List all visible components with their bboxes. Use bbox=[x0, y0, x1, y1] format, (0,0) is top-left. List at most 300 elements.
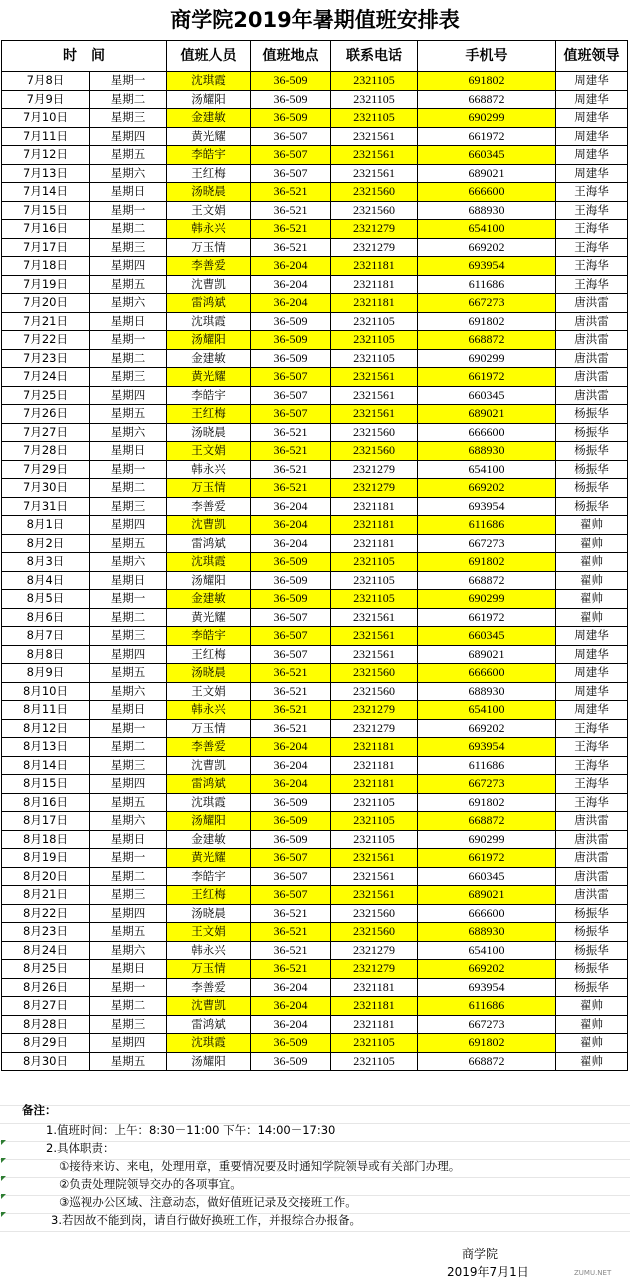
cell-comment-marker-icon bbox=[1, 1176, 6, 1181]
cell-person: 沈琪霞 bbox=[167, 312, 251, 331]
cell-date: 7月30日 bbox=[2, 479, 90, 498]
cell-weekday: 星期三 bbox=[90, 627, 167, 646]
cell-leader: 杨振华 bbox=[556, 497, 628, 516]
cell-leader: 周建华 bbox=[556, 645, 628, 664]
cell-person: 汤耀阳 bbox=[167, 571, 251, 590]
cell-phone: 2321561 bbox=[331, 127, 418, 146]
cell-date: 8月23日 bbox=[2, 923, 90, 942]
cell-phone: 2321105 bbox=[331, 571, 418, 590]
cell-leader: 杨振华 bbox=[556, 460, 628, 479]
cell-phone: 2321561 bbox=[331, 164, 418, 183]
cell-leader: 王海华 bbox=[556, 793, 628, 812]
cell-person: 汤晓晨 bbox=[167, 664, 251, 683]
table-row bbox=[2, 405, 628, 424]
cell-mobile: 688930 bbox=[418, 201, 556, 220]
cell-weekday: 星期六 bbox=[90, 682, 167, 701]
cell-mobile: 654100 bbox=[418, 220, 556, 239]
cell-weekday: 星期三 bbox=[90, 368, 167, 387]
cell-weekday: 星期五 bbox=[90, 1052, 167, 1071]
cell-room: 36-521 bbox=[251, 664, 331, 683]
cell-phone: 2321560 bbox=[331, 442, 418, 461]
cell-phone: 2321560 bbox=[331, 201, 418, 220]
cell-room: 36-509 bbox=[251, 812, 331, 831]
cell-phone: 2321181 bbox=[331, 775, 418, 794]
cell-person: 沈曹凯 bbox=[167, 516, 251, 535]
cell-person: 李皓宇 bbox=[167, 386, 251, 405]
cell-weekday: 星期六 bbox=[90, 941, 167, 960]
cell-weekday: 星期一 bbox=[90, 201, 167, 220]
cell-weekday: 星期日 bbox=[90, 442, 167, 461]
table-row bbox=[2, 590, 628, 609]
cell-person: 韩永兴 bbox=[167, 701, 251, 720]
cell-phone: 2321105 bbox=[331, 349, 418, 368]
cell-phone: 2321561 bbox=[331, 368, 418, 387]
cell-leader: 翟帅 bbox=[556, 590, 628, 609]
cell-leader: 翟帅 bbox=[556, 1052, 628, 1071]
table-row bbox=[2, 1034, 628, 1053]
header-phone: 联系电话 bbox=[331, 41, 418, 72]
cell-date: 7月17日 bbox=[2, 238, 90, 257]
cell-weekday: 星期三 bbox=[90, 109, 167, 128]
cell-comment-marker-icon bbox=[1, 1140, 6, 1145]
cell-room: 36-507 bbox=[251, 164, 331, 183]
cell-room: 36-521 bbox=[251, 183, 331, 202]
cell-weekday: 星期六 bbox=[90, 294, 167, 313]
cell-weekday: 星期五 bbox=[90, 534, 167, 553]
cell-date: 8月9日 bbox=[2, 664, 90, 683]
table-row bbox=[2, 756, 628, 775]
cell-leader: 周建华 bbox=[556, 664, 628, 683]
cell-phone: 2321279 bbox=[331, 220, 418, 239]
cell-weekday: 星期六 bbox=[90, 423, 167, 442]
cell-weekday: 星期四 bbox=[90, 645, 167, 664]
cell-phone: 2321279 bbox=[331, 960, 418, 979]
cell-weekday: 星期一 bbox=[90, 719, 167, 738]
cell-room: 36-509 bbox=[251, 1034, 331, 1053]
table-row bbox=[2, 294, 628, 313]
cell-room: 36-204 bbox=[251, 997, 331, 1016]
table-row bbox=[2, 238, 628, 257]
cell-weekday: 星期四 bbox=[90, 904, 167, 923]
cell-person: 王红梅 bbox=[167, 886, 251, 905]
cell-mobile: 661972 bbox=[418, 608, 556, 627]
cell-leader: 唐洪雷 bbox=[556, 331, 628, 350]
cell-person: 汤耀阳 bbox=[167, 812, 251, 831]
cell-leader: 王海华 bbox=[556, 738, 628, 757]
cell-weekday: 星期一 bbox=[90, 331, 167, 350]
cell-weekday: 星期日 bbox=[90, 571, 167, 590]
table-row bbox=[2, 127, 628, 146]
cell-person: 韩永兴 bbox=[167, 220, 251, 239]
cell-leader: 周建华 bbox=[556, 682, 628, 701]
table-row bbox=[2, 479, 628, 498]
cell-date: 7月31日 bbox=[2, 497, 90, 516]
cell-room: 36-204 bbox=[251, 978, 331, 997]
table-row bbox=[2, 738, 628, 757]
cell-leader: 杨振华 bbox=[556, 442, 628, 461]
cell-date: 8月19日 bbox=[2, 849, 90, 868]
cell-date: 7月15日 bbox=[2, 201, 90, 220]
table-row bbox=[2, 109, 628, 128]
cell-date: 8月10日 bbox=[2, 682, 90, 701]
cell-person: 沈琪霞 bbox=[167, 72, 251, 91]
cell-phone: 2321561 bbox=[331, 146, 418, 165]
cell-person: 沈曹凯 bbox=[167, 997, 251, 1016]
cell-room: 36-507 bbox=[251, 608, 331, 627]
table-row bbox=[2, 331, 628, 350]
cell-room: 36-521 bbox=[251, 960, 331, 979]
cell-person: 汤耀阳 bbox=[167, 1052, 251, 1071]
cell-mobile: 691802 bbox=[418, 793, 556, 812]
cell-phone: 2321560 bbox=[331, 923, 418, 942]
table-row bbox=[2, 645, 628, 664]
cell-weekday: 星期日 bbox=[90, 960, 167, 979]
cell-phone: 2321560 bbox=[331, 664, 418, 683]
cell-phone: 2321181 bbox=[331, 497, 418, 516]
cell-leader: 王海华 bbox=[556, 238, 628, 257]
cell-weekday: 星期二 bbox=[90, 90, 167, 109]
cell-phone: 2321561 bbox=[331, 627, 418, 646]
signature-date: 2019年7月1日 bbox=[447, 1265, 529, 1279]
cell-phone: 2321181 bbox=[331, 534, 418, 553]
header-leader: 值班领导 bbox=[556, 41, 628, 72]
cell-date: 8月4日 bbox=[2, 571, 90, 590]
cell-mobile: 669202 bbox=[418, 479, 556, 498]
cell-room: 36-204 bbox=[251, 534, 331, 553]
cell-person: 韩永兴 bbox=[167, 941, 251, 960]
cell-weekday: 星期五 bbox=[90, 923, 167, 942]
cell-leader: 杨振华 bbox=[556, 941, 628, 960]
cell-person: 雷鸿斌 bbox=[167, 294, 251, 313]
table-row bbox=[2, 608, 628, 627]
cell-weekday: 星期二 bbox=[90, 479, 167, 498]
cell-person: 李皓宇 bbox=[167, 146, 251, 165]
cell-room: 36-204 bbox=[251, 775, 331, 794]
table-row bbox=[2, 534, 628, 553]
cell-person: 万玉情 bbox=[167, 479, 251, 498]
table-row bbox=[2, 90, 628, 109]
cell-date: 7月20日 bbox=[2, 294, 90, 313]
cell-room: 36-521 bbox=[251, 220, 331, 239]
cell-room: 36-509 bbox=[251, 312, 331, 331]
cell-person: 李善爱 bbox=[167, 257, 251, 276]
cell-date: 7月21日 bbox=[2, 312, 90, 331]
cell-leader: 王海华 bbox=[556, 257, 628, 276]
table-row bbox=[2, 146, 628, 165]
table-row bbox=[2, 849, 628, 868]
header-room: 值班地点 bbox=[251, 41, 331, 72]
cell-mobile: 693954 bbox=[418, 978, 556, 997]
cell-room: 36-509 bbox=[251, 1052, 331, 1071]
cell-leader: 翟帅 bbox=[556, 553, 628, 572]
cell-room: 36-509 bbox=[251, 331, 331, 350]
notes-line: ③巡视办公区域、注意动态，做好值班记录及交接班工作。 bbox=[59, 1195, 357, 1209]
cell-phone: 2321561 bbox=[331, 405, 418, 424]
cell-person: 王文娟 bbox=[167, 682, 251, 701]
cell-leader: 杨振华 bbox=[556, 405, 628, 424]
cell-leader: 杨振华 bbox=[556, 479, 628, 498]
cell-room: 36-509 bbox=[251, 90, 331, 109]
table-row bbox=[2, 553, 628, 572]
cell-room: 36-204 bbox=[251, 257, 331, 276]
cell-mobile: 691802 bbox=[418, 553, 556, 572]
cell-leader: 翟帅 bbox=[556, 1034, 628, 1053]
table-row bbox=[2, 72, 628, 91]
cell-leader: 王海华 bbox=[556, 775, 628, 794]
cell-person: 黄光耀 bbox=[167, 368, 251, 387]
cell-leader: 唐洪雷 bbox=[556, 812, 628, 831]
cell-weekday: 星期六 bbox=[90, 553, 167, 572]
cell-phone: 2321105 bbox=[331, 553, 418, 572]
cell-person: 金建敏 bbox=[167, 109, 251, 128]
notes-line: 2.具体职责： bbox=[46, 1141, 115, 1155]
cell-leader: 翟帅 bbox=[556, 516, 628, 535]
cell-room: 36-521 bbox=[251, 682, 331, 701]
cell-leader: 王海华 bbox=[556, 201, 628, 220]
notes-line: 3.若因故不能到岗，请自行做好换班工作，并报综合办报备。 bbox=[51, 1213, 361, 1227]
cell-weekday: 星期五 bbox=[90, 405, 167, 424]
cell-phone: 2321560 bbox=[331, 423, 418, 442]
header-person: 值班人员 bbox=[167, 41, 251, 72]
cell-phone: 2321105 bbox=[331, 72, 418, 91]
table-row bbox=[2, 257, 628, 276]
cell-room: 36-509 bbox=[251, 72, 331, 91]
cell-leader: 唐洪雷 bbox=[556, 294, 628, 313]
cell-room: 36-521 bbox=[251, 941, 331, 960]
cell-weekday: 星期四 bbox=[90, 1034, 167, 1053]
cell-phone: 2321181 bbox=[331, 978, 418, 997]
cell-person: 沈琪霞 bbox=[167, 1034, 251, 1053]
table-row bbox=[2, 627, 628, 646]
cell-weekday: 星期日 bbox=[90, 183, 167, 202]
cell-weekday: 星期四 bbox=[90, 257, 167, 276]
table-row bbox=[2, 220, 628, 239]
table-row bbox=[2, 812, 628, 831]
cell-mobile: 660345 bbox=[418, 146, 556, 165]
cell-leader: 周建华 bbox=[556, 90, 628, 109]
cell-room: 36-204 bbox=[251, 497, 331, 516]
cell-person: 金建敏 bbox=[167, 830, 251, 849]
cell-room: 36-509 bbox=[251, 553, 331, 572]
table-row bbox=[2, 368, 628, 387]
cell-room: 36-507 bbox=[251, 368, 331, 387]
cell-room: 36-509 bbox=[251, 830, 331, 849]
cell-weekday: 星期三 bbox=[90, 886, 167, 905]
cell-mobile: 668872 bbox=[418, 331, 556, 350]
cell-leader: 翟帅 bbox=[556, 1015, 628, 1034]
cell-leader: 杨振华 bbox=[556, 978, 628, 997]
cell-date: 8月20日 bbox=[2, 867, 90, 886]
cell-weekday: 星期五 bbox=[90, 664, 167, 683]
cell-mobile: 661972 bbox=[418, 849, 556, 868]
cell-weekday: 星期二 bbox=[90, 220, 167, 239]
cell-date: 7月23日 bbox=[2, 349, 90, 368]
cell-phone: 2321560 bbox=[331, 904, 418, 923]
cell-date: 8月18日 bbox=[2, 830, 90, 849]
cell-leader: 翟帅 bbox=[556, 997, 628, 1016]
cell-date: 7月18日 bbox=[2, 257, 90, 276]
page-title: 商学院2019年暑期值班安排表 bbox=[170, 8, 460, 32]
cell-weekday: 星期四 bbox=[90, 516, 167, 535]
cell-date: 8月26日 bbox=[2, 978, 90, 997]
cell-room: 36-507 bbox=[251, 645, 331, 664]
table-row bbox=[2, 701, 628, 720]
cell-date: 7月25日 bbox=[2, 386, 90, 405]
cell-weekday: 星期三 bbox=[90, 756, 167, 775]
cell-mobile: 690299 bbox=[418, 590, 556, 609]
cell-date: 7月24日 bbox=[2, 368, 90, 387]
cell-leader: 翟帅 bbox=[556, 571, 628, 590]
table-row bbox=[2, 460, 628, 479]
cell-mobile: 654100 bbox=[418, 701, 556, 720]
table-row bbox=[2, 497, 628, 516]
cell-mobile: 690299 bbox=[418, 109, 556, 128]
cell-date: 7月12日 bbox=[2, 146, 90, 165]
cell-comment-marker-icon bbox=[1, 1212, 6, 1217]
cell-mobile: 668872 bbox=[418, 90, 556, 109]
cell-mobile: 667273 bbox=[418, 1015, 556, 1034]
cell-leader: 唐洪雷 bbox=[556, 312, 628, 331]
cell-person: 王文娟 bbox=[167, 923, 251, 942]
cell-weekday: 星期日 bbox=[90, 830, 167, 849]
table-row bbox=[2, 775, 628, 794]
cell-weekday: 星期六 bbox=[90, 812, 167, 831]
notes-line: ①接待来访、来电，处理用章，重要情况要及时通知学院领导或有关部门办理。 bbox=[59, 1159, 461, 1173]
cell-date: 8月24日 bbox=[2, 941, 90, 960]
cell-mobile: 689021 bbox=[418, 164, 556, 183]
cell-weekday: 星期五 bbox=[90, 793, 167, 812]
cell-room: 36-521 bbox=[251, 201, 331, 220]
cell-room: 36-521 bbox=[251, 719, 331, 738]
cell-mobile: 693954 bbox=[418, 257, 556, 276]
cell-person: 汤晓晨 bbox=[167, 904, 251, 923]
cell-leader: 周建华 bbox=[556, 127, 628, 146]
cell-room: 36-521 bbox=[251, 423, 331, 442]
cell-date: 8月5日 bbox=[2, 590, 90, 609]
cell-person: 王文娟 bbox=[167, 442, 251, 461]
cell-date: 8月25日 bbox=[2, 960, 90, 979]
table-header-row bbox=[2, 41, 628, 72]
cell-phone: 2321561 bbox=[331, 386, 418, 405]
cell-leader: 杨振华 bbox=[556, 923, 628, 942]
cell-phone: 2321279 bbox=[331, 479, 418, 498]
cell-leader: 周建华 bbox=[556, 627, 628, 646]
cell-weekday: 星期五 bbox=[90, 146, 167, 165]
cell-comment-marker-icon bbox=[1, 1194, 6, 1199]
cell-mobile: 691802 bbox=[418, 312, 556, 331]
table-row bbox=[2, 571, 628, 590]
table-row bbox=[2, 682, 628, 701]
cell-leader: 唐洪雷 bbox=[556, 886, 628, 905]
cell-phone: 2321561 bbox=[331, 645, 418, 664]
cell-date: 7月29日 bbox=[2, 460, 90, 479]
cell-date: 7月13日 bbox=[2, 164, 90, 183]
cell-mobile: 654100 bbox=[418, 460, 556, 479]
cell-weekday: 星期四 bbox=[90, 775, 167, 794]
table-row bbox=[2, 886, 628, 905]
table-row bbox=[2, 275, 628, 294]
cell-person: 王文娟 bbox=[167, 201, 251, 220]
cell-phone: 2321105 bbox=[331, 1052, 418, 1071]
cell-date: 8月13日 bbox=[2, 738, 90, 757]
cell-room: 36-204 bbox=[251, 516, 331, 535]
cell-leader: 唐洪雷 bbox=[556, 386, 628, 405]
cell-mobile: 689021 bbox=[418, 645, 556, 664]
cell-date: 7月10日 bbox=[2, 109, 90, 128]
table-row bbox=[2, 997, 628, 1016]
cell-room: 36-521 bbox=[251, 479, 331, 498]
cell-phone: 2321105 bbox=[331, 830, 418, 849]
cell-person: 万玉情 bbox=[167, 719, 251, 738]
cell-comment-marker-icon bbox=[1, 1158, 6, 1163]
notes-line: 1.值班时间：上午：8:30－11:00 下午：14:00－17:30 bbox=[46, 1123, 336, 1137]
cell-room: 36-509 bbox=[251, 571, 331, 590]
cell-room: 36-204 bbox=[251, 1015, 331, 1034]
cell-person: 雷鸿斌 bbox=[167, 775, 251, 794]
cell-person: 李皓宇 bbox=[167, 627, 251, 646]
cell-mobile: 693954 bbox=[418, 497, 556, 516]
cell-mobile: 611686 bbox=[418, 756, 556, 775]
cell-mobile: 667273 bbox=[418, 534, 556, 553]
table-row bbox=[2, 904, 628, 923]
cell-weekday: 星期一 bbox=[90, 978, 167, 997]
cell-date: 8月22日 bbox=[2, 904, 90, 923]
cell-phone: 2321181 bbox=[331, 738, 418, 757]
cell-mobile: 611686 bbox=[418, 997, 556, 1016]
cell-room: 36-204 bbox=[251, 756, 331, 775]
cell-weekday: 星期一 bbox=[90, 590, 167, 609]
cell-person: 王红梅 bbox=[167, 164, 251, 183]
cell-date: 7月28日 bbox=[2, 442, 90, 461]
cell-phone: 2321560 bbox=[331, 682, 418, 701]
cell-room: 36-507 bbox=[251, 405, 331, 424]
cell-phone: 2321105 bbox=[331, 312, 418, 331]
table-row bbox=[2, 183, 628, 202]
cell-mobile: 689021 bbox=[418, 886, 556, 905]
cell-phone: 2321279 bbox=[331, 941, 418, 960]
cell-leader: 王海华 bbox=[556, 756, 628, 775]
cell-weekday: 星期二 bbox=[90, 738, 167, 757]
cell-mobile: 669202 bbox=[418, 719, 556, 738]
table-row bbox=[2, 1015, 628, 1034]
cell-mobile: 661972 bbox=[418, 368, 556, 387]
cell-date: 8月27日 bbox=[2, 997, 90, 1016]
cell-phone: 2321181 bbox=[331, 997, 418, 1016]
cell-mobile: 666600 bbox=[418, 904, 556, 923]
cell-date: 8月15日 bbox=[2, 775, 90, 794]
cell-date: 8月12日 bbox=[2, 719, 90, 738]
cell-weekday: 星期二 bbox=[90, 867, 167, 886]
cell-phone: 2321279 bbox=[331, 719, 418, 738]
cell-leader: 王海华 bbox=[556, 183, 628, 202]
cell-leader: 王海华 bbox=[556, 719, 628, 738]
cell-date: 8月14日 bbox=[2, 756, 90, 775]
cell-weekday: 星期三 bbox=[90, 1015, 167, 1034]
cell-mobile: 654100 bbox=[418, 941, 556, 960]
cell-weekday: 星期一 bbox=[90, 460, 167, 479]
table-row bbox=[2, 442, 628, 461]
table-row bbox=[2, 793, 628, 812]
cell-phone: 2321105 bbox=[331, 590, 418, 609]
cell-date: 7月27日 bbox=[2, 423, 90, 442]
cell-weekday: 星期二 bbox=[90, 349, 167, 368]
cell-room: 36-509 bbox=[251, 109, 331, 128]
cell-phone: 2321105 bbox=[331, 331, 418, 350]
table-row bbox=[2, 201, 628, 220]
table-row bbox=[2, 960, 628, 979]
cell-leader: 周建华 bbox=[556, 72, 628, 91]
cell-phone: 2321279 bbox=[331, 701, 418, 720]
